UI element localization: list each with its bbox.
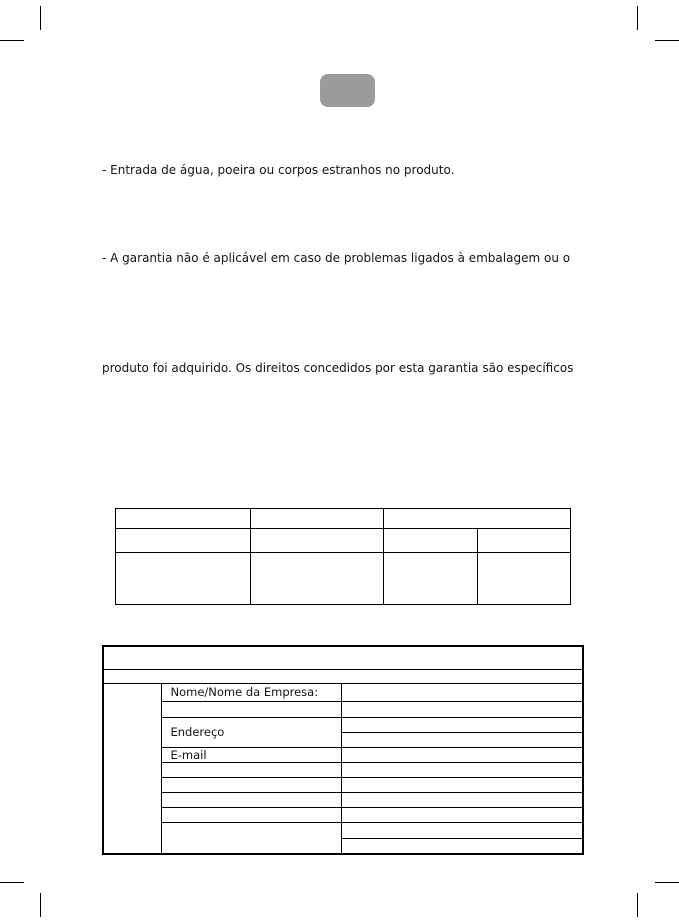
table-cell — [478, 553, 571, 605]
address-label: Endereço — [161, 717, 341, 747]
table-cell — [478, 529, 571, 553]
table-cell — [116, 529, 251, 553]
form-label-cell — [161, 777, 341, 792]
crop-mark — [655, 40, 679, 41]
table-cell — [116, 553, 251, 605]
form-label-cell — [161, 701, 341, 717]
form-value-cell — [341, 762, 583, 777]
crop-mark — [40, 6, 41, 30]
address-value-cell — [341, 717, 583, 732]
crop-mark — [0, 882, 24, 883]
form-value-cell — [341, 807, 583, 822]
logo-placeholder — [320, 74, 375, 107]
crop-mark — [637, 893, 638, 917]
table-cell — [384, 529, 478, 553]
table-cell — [384, 509, 571, 529]
crop-mark — [0, 40, 24, 41]
purchase-info-table — [115, 508, 571, 605]
form-value-cell — [341, 701, 583, 717]
table-cell — [251, 553, 384, 605]
form-label-cell — [161, 822, 341, 854]
crop-mark — [637, 6, 638, 30]
crop-mark — [655, 882, 679, 883]
form-label-cell — [161, 807, 341, 822]
form-value-cell — [341, 838, 583, 854]
form-value-cell — [341, 822, 583, 838]
name-value-cell — [341, 683, 583, 701]
table-cell — [251, 529, 384, 553]
paragraph-warranty-rights: produto foi adquirido. Os direitos concedidos por esta garantia são específicos — [102, 361, 574, 375]
name-label: Nome/Nome da Empresa: — [161, 683, 341, 701]
form-value-cell — [341, 792, 583, 807]
form-label-cell — [161, 792, 341, 807]
paragraph-water-ingress: - Entrada de água, poeira ou corpos estranhos no produto. — [102, 163, 455, 177]
table-subheader-band — [103, 669, 583, 683]
table-cell — [384, 553, 478, 605]
email-label: E-mail — [161, 747, 341, 762]
crop-mark — [40, 893, 41, 917]
form-left-gutter-cell — [103, 683, 161, 854]
table-header-band — [103, 646, 583, 669]
email-value-cell — [341, 747, 583, 762]
address-value-cell — [341, 732, 583, 747]
customer-info-table — [102, 645, 584, 855]
paragraph-warranty-packaging: - A garantia não é aplicável em caso de problemas ligados à embalagem ou o — [102, 251, 571, 265]
form-label-cell — [161, 762, 341, 777]
form-value-cell — [341, 777, 583, 792]
table-cell — [251, 509, 384, 529]
table-cell — [116, 509, 251, 529]
